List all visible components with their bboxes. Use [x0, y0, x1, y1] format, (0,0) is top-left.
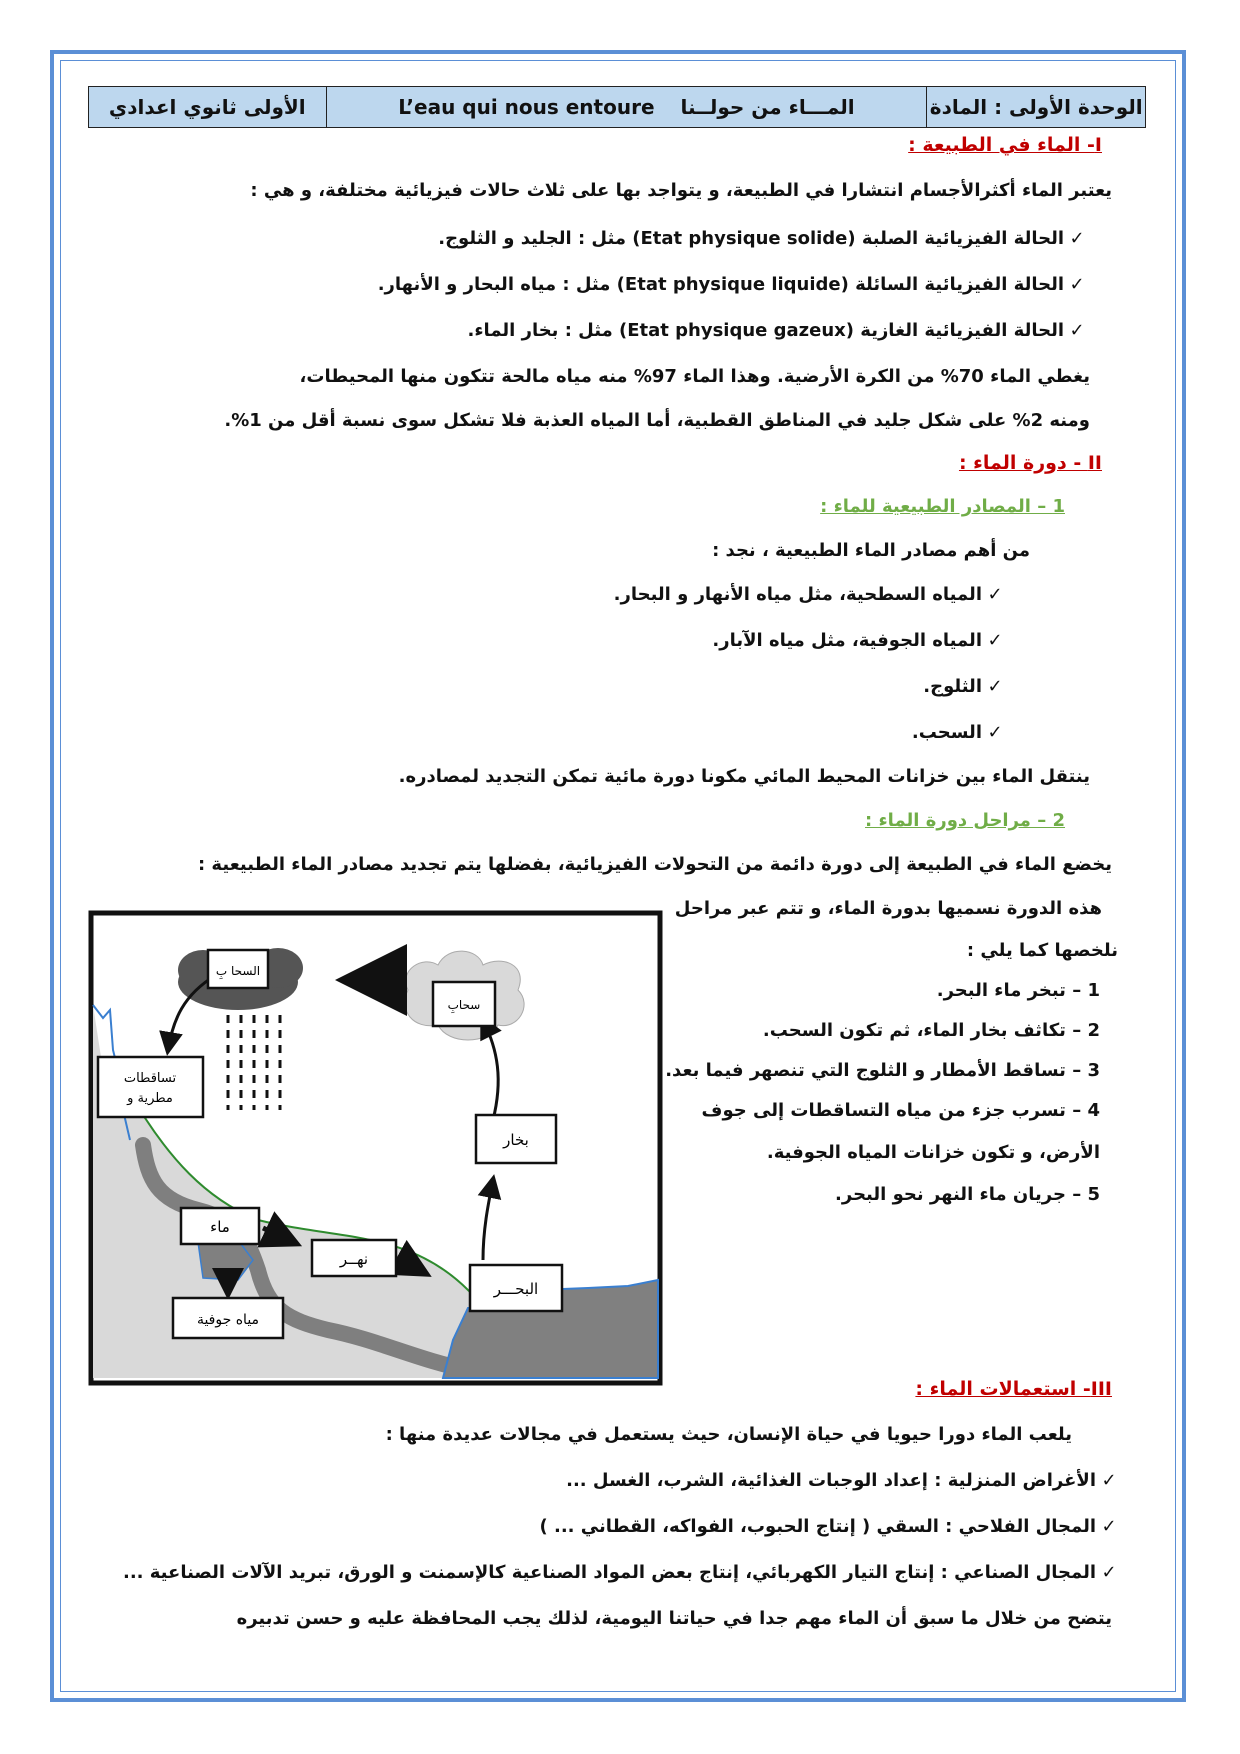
section2-heading: II - دورة الماء :: [958, 452, 1102, 474]
section3-heading: III- استعمالات الماء :: [915, 1378, 1112, 1400]
svg-text:نهــر: نهــر: [339, 1250, 369, 1268]
water-cycle-diagram: [88, 910, 663, 1386]
source-item-surface: ✓المياه السطحية، مثل مياه الأنهار و البحار.: [614, 584, 1008, 605]
subsection2-heading: 2 – مراحل دورة الماء :: [865, 810, 1065, 831]
source-item-snow: ✓الثلوج.: [923, 676, 1008, 697]
check-icon: ✓: [1101, 1516, 1117, 1537]
check-icon: ✓: [987, 722, 1003, 743]
use-item-domestic: ✓الأغراض المنزلية : إعداد الوجبات الغذائية، الشرب، الغسل ...: [566, 1470, 1122, 1491]
use-item-industry: ✓المجال الصناعي : إنتاج التيار الكهربائي، إنتاج بعض المواد الصناعية كالإسمنت و الورق، تبريد الآلات الصناعية ...: [123, 1562, 1122, 1583]
subsection2-line3: نلخصها كما يلي :: [966, 940, 1118, 961]
svg-text:السحا بِ: السحا بِ: [215, 964, 261, 978]
check-icon: ✓: [1069, 228, 1085, 249]
source-item-clouds: ✓السحب.: [912, 722, 1008, 743]
header-unit: الوحدة الأولى : المادة: [929, 95, 1143, 119]
svg-text:مطرية و: مطرية و: [127, 1091, 173, 1106]
section1-intro: يعتبر الماء أكثرالأجسام انتشارا في الطبيعة، و يتواجد بها على ثلاث حالات فيزيائية مختلفة، و هي :: [250, 180, 1112, 201]
state-item-gas: ✓الحالة الفيزيائية الغازية (Etat physique gazeux) مثل : بخار الماء.: [468, 320, 1090, 341]
subsection2-line2: هذه الدورة نسميها بدورة الماء، و تتم عبر مراحل: [674, 898, 1102, 919]
source-item-ground: ✓المياه الجوفية، مثل مياه الآبار.: [712, 630, 1008, 651]
check-icon: ✓: [987, 630, 1003, 651]
subsection1-conclusion: ينتقل الماء بين خزانات المحيط المائي مكونا دورة مائية تمكن التجديد لمصادره.: [398, 766, 1090, 787]
header-title-fr: L’eau qui nous entoure: [398, 95, 655, 119]
page-border-inner: [60, 60, 1176, 1692]
svg-text:تساقطات: تساقطات: [123, 1071, 177, 1086]
check-icon: ✓: [1101, 1470, 1117, 1491]
svg-text:مياه جوفية: مياه جوفية: [196, 1312, 260, 1328]
check-icon: ✓: [1069, 320, 1085, 341]
svg-text:ماء: ماء: [210, 1218, 230, 1236]
state-item-liquid: ✓الحالة الفيزيائية السائلة (Etat physique liquide) مثل : مياه البحار و الأنهار.: [378, 274, 1090, 295]
subsection1-intro: من أهم مصادر الماء الطبيعية ، نجد :: [712, 540, 1030, 561]
check-icon: ✓: [987, 584, 1003, 605]
header-table: [88, 86, 1146, 128]
subsection2-line1: يخضع الماء في الطبيعة إلى دورة دائمة من التحولات الفيزيائية، بفضلها يتم تجديد مصادر الماء الطبيعية :: [197, 854, 1112, 875]
label-cloud-right: [433, 982, 495, 1026]
check-icon: ✓: [987, 676, 1003, 697]
check-icon: ✓: [1101, 1562, 1117, 1583]
section1-para2: ومنه 2% على شكل جليد في المناطق القطبية، أما المياه العذبة فلا تشكل سوى نسبة أقل من 1%.: [224, 410, 1090, 431]
section3-intro: يلعب الماء دورا حيويا في حياة الإنسان، حيث يستعمل في مجالات عديدة منها :: [385, 1424, 1072, 1445]
label-sea: [470, 1265, 562, 1311]
label-groundwater: [173, 1298, 283, 1338]
use-item-agriculture: ✓المجال الفلاحي : السقي ( إنتاج الحبوب، الفواكه، القطاني ... ): [540, 1516, 1123, 1537]
svg-text:بخار: بخار: [503, 1131, 529, 1149]
check-icon: ✓: [1069, 274, 1085, 295]
section1-para1: يغطي الماء 70% من الكرة الأرضية. وهذا الماء 97% منه مياه مالحة تتكون منها المحيطات،: [299, 366, 1090, 387]
label-water: [181, 1208, 259, 1244]
cycle-step: الأرض، و تكون خزانات المياه الجوفية.: [766, 1142, 1100, 1163]
header-level: الأولى ثانوي اعدادي: [89, 87, 327, 127]
cycle-step: 1 – تبخر ماء البحر.: [936, 980, 1100, 1001]
label-river: [312, 1240, 396, 1276]
cycle-step: 3 – تساقط الأمطار و الثلوج التي تنصهر فيما بعد.: [665, 1060, 1100, 1081]
state-item-solid: ✓الحالة الفيزيائية الصلبة (Etat physique solide) مثل : الجليد و الثلوج.: [438, 228, 1090, 249]
section1-heading: I- الماء في الطبيعة :: [908, 134, 1102, 156]
label-vapor: [476, 1115, 556, 1163]
svg-text:سحابِ: سحابِ: [447, 998, 481, 1012]
cycle-step: 4 – تسرب جزء من مياه التساقطات إلى جوف: [701, 1100, 1100, 1121]
header-title-ar: المـــاء من حولــنا: [680, 95, 855, 119]
cycle-step: 2 – تكاثف بخار الماء، ثم تكون السحب.: [762, 1020, 1100, 1041]
subsection1-heading: 1 – المصادر الطبيعية للماء :: [820, 496, 1065, 517]
svg-text:البحـــر: البحـــر: [493, 1280, 539, 1298]
section3-conclusion: يتضح من خلال ما سبق أن الماء مهم جدا في حياتنا اليومية، لذلك يجب المحافظة عليه و حسن تدبيره: [236, 1608, 1112, 1629]
header-title: [327, 87, 928, 127]
cycle-step: 5 – جريان ماء النهر نحو البحر.: [835, 1184, 1100, 1205]
label-cloud-left: [208, 950, 268, 988]
label-precipitation: [98, 1057, 203, 1117]
